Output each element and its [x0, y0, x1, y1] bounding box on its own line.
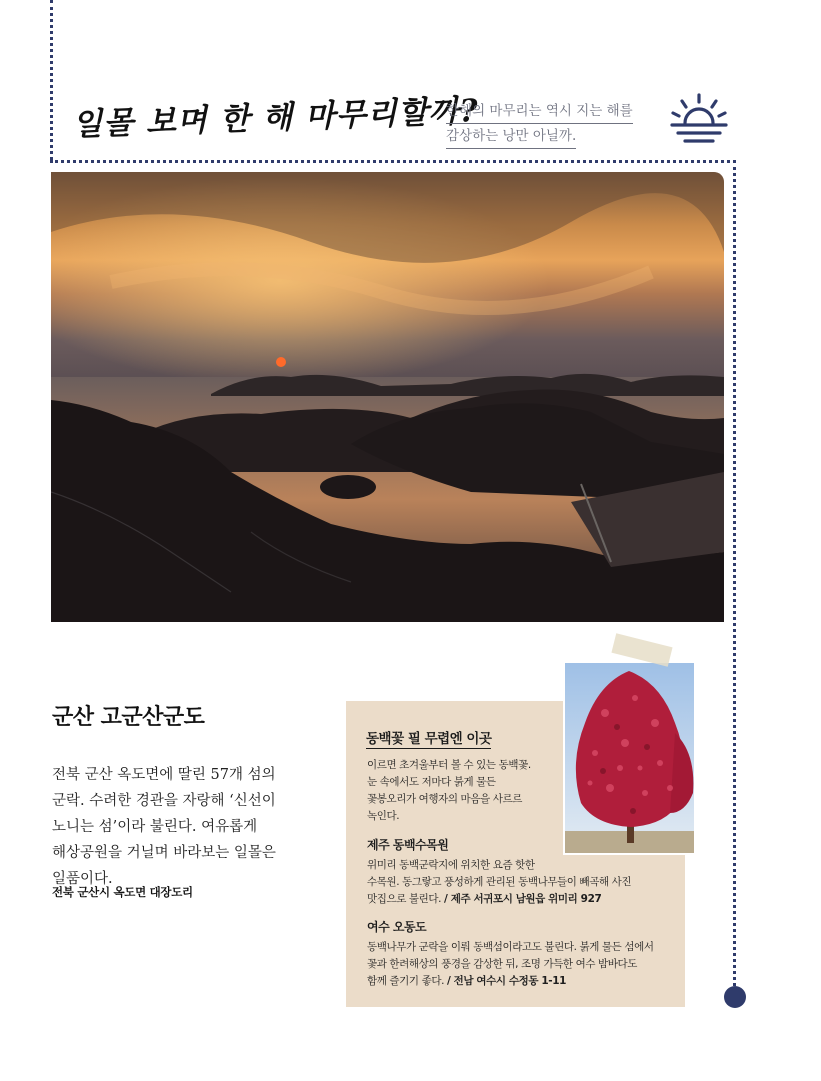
- dotted-frame-right: [733, 160, 736, 998]
- intro-line: 녹인다.: [367, 810, 400, 822]
- place-desc-line: 군락. 수려한 경관을 자랑해 ‘신선이: [52, 793, 276, 809]
- spot-line: 맛집으로 불린다.: [367, 893, 442, 905]
- place-desc-line: 해상공원을 거닐며 바라보는 일몰은: [52, 845, 276, 861]
- frame-end-dot: [724, 986, 746, 1008]
- spot-name-jeju: 제주 동백수목원: [367, 838, 449, 852]
- page-headline: 일몰 보며 한 해 마무리할까?: [71, 92, 480, 144]
- place-desc-line: 일품이다.: [52, 871, 113, 887]
- page-subline: [446, 99, 646, 149]
- spot-desc-jeju: [367, 857, 677, 908]
- sunset-photo: [51, 172, 724, 622]
- subline-1: 한해의 마무리는 역시 지는 해를: [446, 99, 633, 124]
- camellia-tree-photo: [564, 662, 695, 854]
- spot-line: 위미리 동백군락지에 위치한 요즘 핫한: [367, 859, 535, 871]
- place-title: 군산 고군산군도: [52, 705, 205, 730]
- spot-line: 함께 즐기기 좋다.: [367, 975, 445, 987]
- dotted-frame-left: [50, 0, 53, 160]
- spot-line: 수목원. 동그랗고 풍성하게 관리된 동백나무들이 빼곡해 사진: [367, 876, 632, 888]
- spot-line: 꽃과 한려해상의 풍경을 감상한 뒤, 조명 가득한 여수 밤바다도: [367, 958, 638, 970]
- spot-desc-yeosu: [367, 939, 679, 990]
- intro-line: 눈 속에서도 저마다 붉게 물든: [367, 776, 496, 788]
- spot-name-yeosu: 여수 오동도: [367, 920, 427, 934]
- subline-2: 감상하는 낭만 아닐까.: [446, 124, 576, 149]
- camellia-intro: [367, 757, 531, 825]
- place-desc-line: 전북 군산 옥도면에 딸린 57개 섬의: [52, 767, 276, 783]
- place-description: [52, 762, 282, 892]
- place-address: 전북 군산시 옥도면 대장도리: [52, 885, 193, 899]
- intro-line: 이르면 초겨울부터 볼 수 있는 동백꽃.: [367, 759, 531, 771]
- spot-line: 동백나무가 군락을 이뤄 동백섬이라고도 불린다. 붉게 물든 섬에서: [367, 941, 654, 953]
- dotted-frame-top: [50, 160, 736, 163]
- place-desc-line: 노니는 섬’이라 불린다. 여유롭게: [52, 819, 258, 835]
- spot-address-jeju: / 제주 서귀포시 남원읍 위미리 927: [444, 893, 602, 905]
- spot-address-yeosu: / 전남 여수시 수정동 1-11: [446, 975, 567, 987]
- camellia-box-title: 동백꽃 필 무렵엔 이곳: [366, 727, 491, 749]
- sunset-icon: [668, 92, 730, 148]
- intro-line: 꽃봉오리가 여행자의 마음을 사르르: [367, 793, 522, 805]
